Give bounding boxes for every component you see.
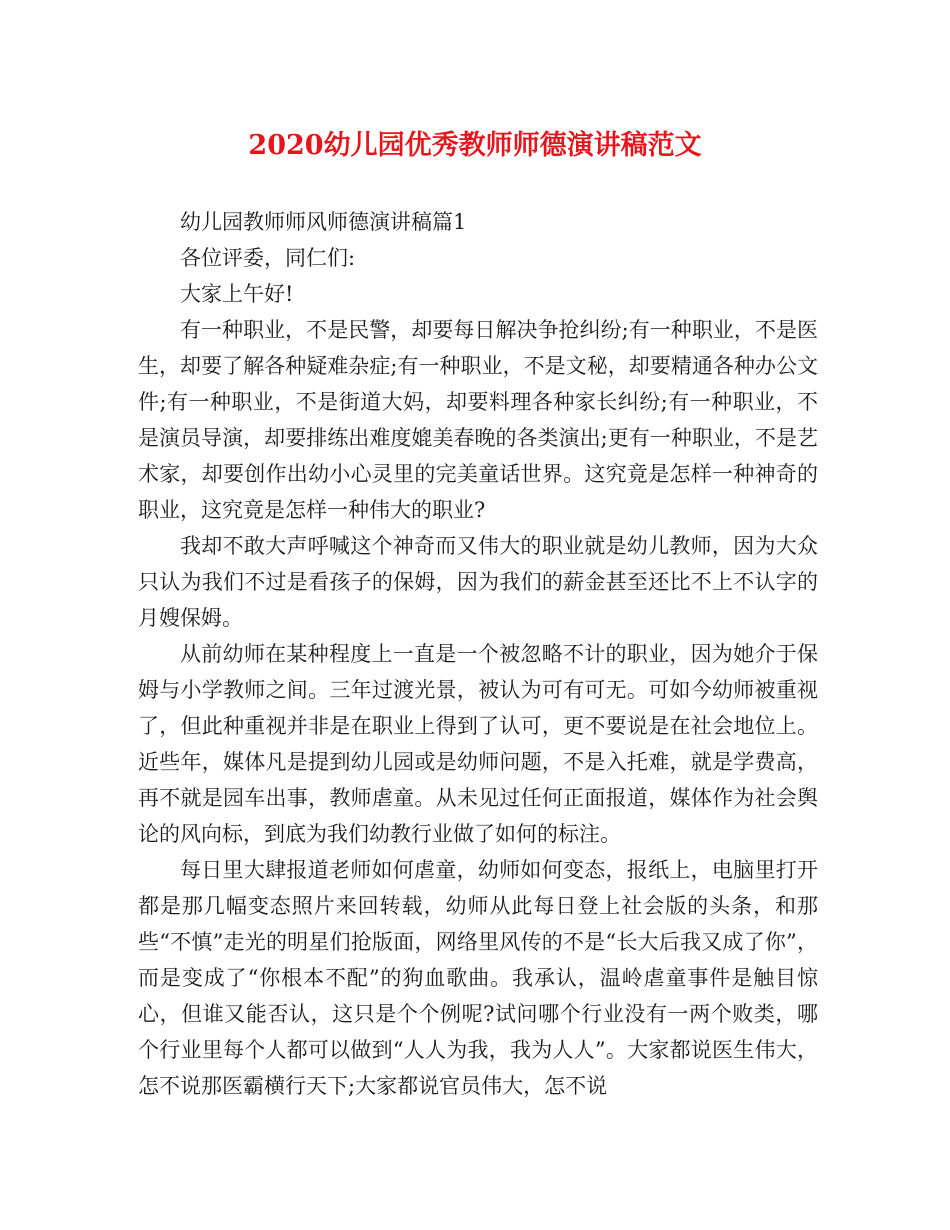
body-paragraph: 每日里大肆报道老师如何虐童，幼师如何变态，报纸上，电脑里打开都是那几幅变态照片来回转载，幼师从此每日登上社会版的头条，和那些“不慎”走光的明星们抢版面，网络里风传的不是“长大后我又成了你”，而是变成了“你根本不配”的狗血歌曲。我承认，温岭虐童事件是触目惊心，但谁又能否认，这只是个个例呢?试问哪个行业没有一两个败类，哪个行业里每个人都可以做到“人人为我，我为人人”。大家都说医生伟大，怎不说那医霸横行天下;大家都说官员伟大，怎不说 <box>138 858 818 1098</box>
body-paragraph: 有一种职业，不是民警，却要每日解决争抢纠纷;有一种职业，不是医生，却要了解各种疑难杂症;有一种职业，不是文秘，却要精通各种办公文件;有一种职业，不是街道大妈，却要料理各种家长纠纷;有一种职业，不是演员导演，却要排练出难度媲美春晚的各类演出;更有一种职业，不是艺术家，却要创作出幼小心灵里的完美童话世界。这究竟是怎样一种神奇的职业，这究竟是怎样一种伟大的职业? <box>138 318 818 522</box>
document-title: 2020幼儿园优秀教师师德演讲稿范文 <box>248 130 702 161</box>
salutation: 各位评委，同仁们: <box>180 246 356 270</box>
body-paragraph: 从前幼师在某种程度上一直是一个被忽略不计的职业，因为她介于保姆与小学教师之间。三年过渡光景，被认为可有可无。可如今幼师被重视了，但此种重视并非是在职业上得到了认可，更不要说是在社会地位上。近些年，媒体凡是提到幼儿园或是幼师问题，不是入托难，就是学费高，再不就是园车出事，教师虐童。从未见过任何正面报道，媒体作为社会舆论的风向标，到底为我们幼教行业做了如何的标注。 <box>138 642 818 846</box>
document-body <box>138 204 818 1104</box>
section-heading: 幼儿园教师师风师德演讲稿篇1 <box>180 210 467 234</box>
body-paragraph: 我却不敢大声呼喊这个神奇而又伟大的职业就是幼儿教师，因为大众只认为我们不过是看孩子的保姆，因为我们的薪金甚至还比不上不认字的月嫂保姆。 <box>138 534 818 630</box>
greeting: 大家上午好! <box>180 282 294 306</box>
